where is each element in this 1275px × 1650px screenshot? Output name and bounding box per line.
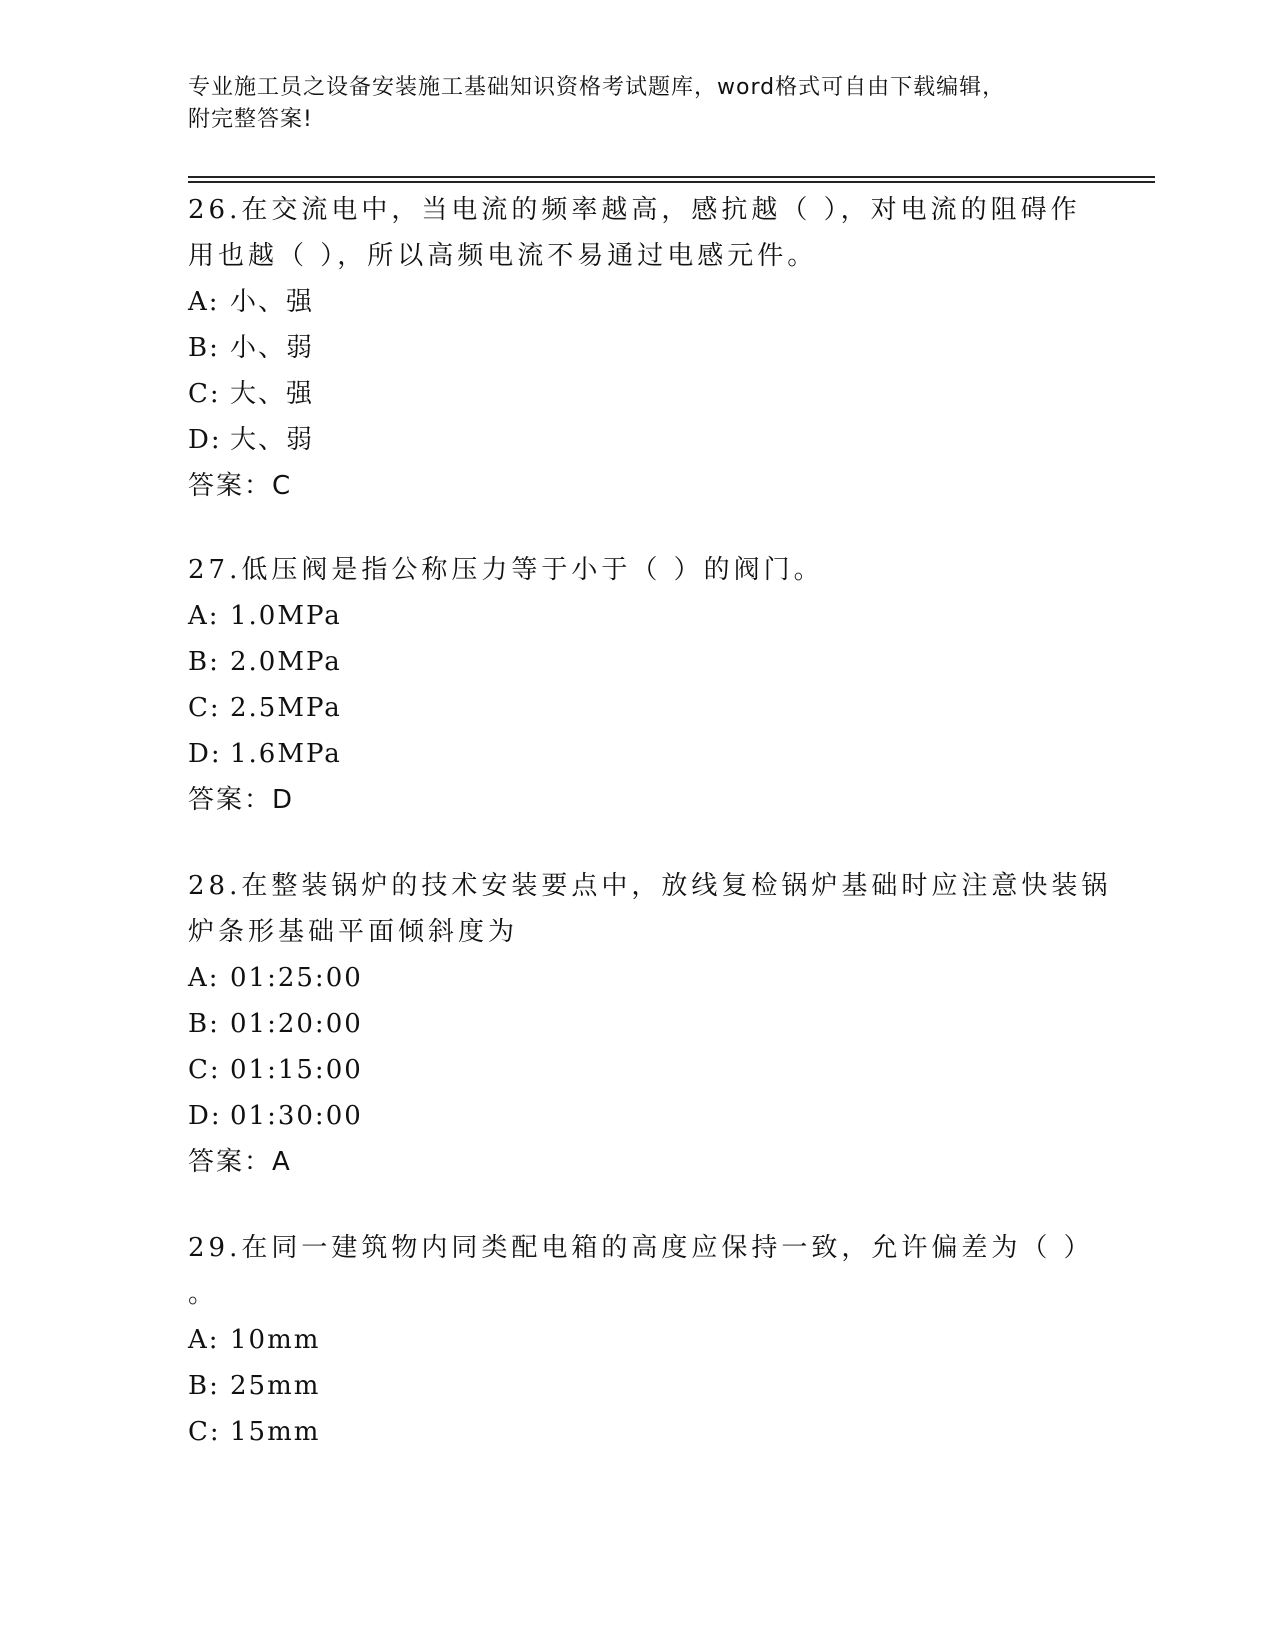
option-c [188, 1409, 1088, 1455]
answer-line: 答案：C [188, 471, 293, 501]
option-letter: A: [188, 601, 220, 631]
option-text: 小、弱 [230, 333, 315, 363]
question-text-line: 用也越（ ），所以高频电流不易通过电感元件。 [188, 241, 818, 271]
option-c [188, 685, 1088, 731]
option-text: 15mm [230, 1417, 321, 1447]
option-text: 01:20:00 [230, 1009, 363, 1039]
option-letter: D: [188, 1101, 222, 1131]
option-letter: A: [188, 963, 220, 993]
option-text: 1.6MPa [230, 739, 342, 769]
option-letter: A: [188, 1325, 220, 1355]
question-29 [188, 1225, 1094, 1455]
option-letter: D: [188, 739, 222, 769]
option-text: 2.0MPa [230, 647, 342, 677]
option-letter: D: [188, 425, 222, 455]
option-letter: C: [188, 1417, 221, 1447]
question-text-line: 28.在整装锅炉的技术安装要点中，放线复检锅炉基础时应注意快装锅 [188, 871, 1112, 901]
option-c [188, 371, 1088, 417]
answer-line: 答案：D [188, 785, 295, 815]
question-text-line: 26.在交流电中，当电流的频率越高，感抗越（ ），对电流的阻碍作 [188, 195, 1081, 225]
question-text-line: 27.低压阀是指公称压力等于小于（ ）的阀门。 [188, 555, 824, 585]
option-a [188, 955, 1088, 1001]
option-text: 大、强 [230, 379, 315, 409]
header-line-1: 专业施工员之设备安装施工基础知识资格考试题库，word格式可自由下载编辑， [188, 75, 1006, 100]
option-d [188, 1093, 1088, 1139]
option-letter: B: [188, 1371, 220, 1401]
option-letter: B: [188, 1009, 220, 1039]
header-divider-bottom [188, 181, 1155, 183]
option-b [188, 1363, 1088, 1409]
option-d [188, 731, 1088, 777]
option-letter: C: [188, 1055, 221, 1085]
option-letter: B: [188, 647, 220, 677]
option-a [188, 1317, 1088, 1363]
document-header [188, 72, 1068, 136]
option-text: 10mm [230, 1325, 321, 1355]
question-text-line: 。 [188, 1279, 219, 1309]
header-line-2: 附完整答案! [188, 107, 313, 132]
option-d [188, 417, 1088, 463]
option-text: 2.5MPa [230, 693, 342, 723]
option-text: 小、强 [230, 287, 315, 317]
option-letter: A: [188, 287, 220, 317]
question-26 [188, 187, 1088, 509]
option-letter: B: [188, 333, 220, 363]
option-a [188, 279, 1088, 325]
option-text: 25mm [230, 1371, 321, 1401]
option-letter: C: [188, 379, 221, 409]
header-divider-top [188, 176, 1155, 178]
option-b [188, 639, 1088, 685]
option-a [188, 593, 1088, 639]
answer-line: 答案：A [188, 1147, 292, 1177]
option-b [188, 325, 1088, 371]
option-c [188, 1047, 1088, 1093]
option-letter: C: [188, 693, 221, 723]
question-27 [188, 547, 1088, 823]
question-text-line: 炉条形基础平面倾斜度为 [188, 917, 519, 947]
option-text: 1.0MPa [230, 601, 342, 631]
option-text: 大、弱 [230, 425, 315, 455]
option-text: 01:30:00 [230, 1101, 363, 1131]
question-28 [188, 863, 1112, 1185]
option-text: 01:15:00 [230, 1055, 363, 1085]
option-text: 01:25:00 [230, 963, 363, 993]
question-text-line: 29.在同一建筑物内同类配电箱的高度应保持一致，允许偏差为（ ） [188, 1233, 1094, 1263]
option-b [188, 1001, 1088, 1047]
